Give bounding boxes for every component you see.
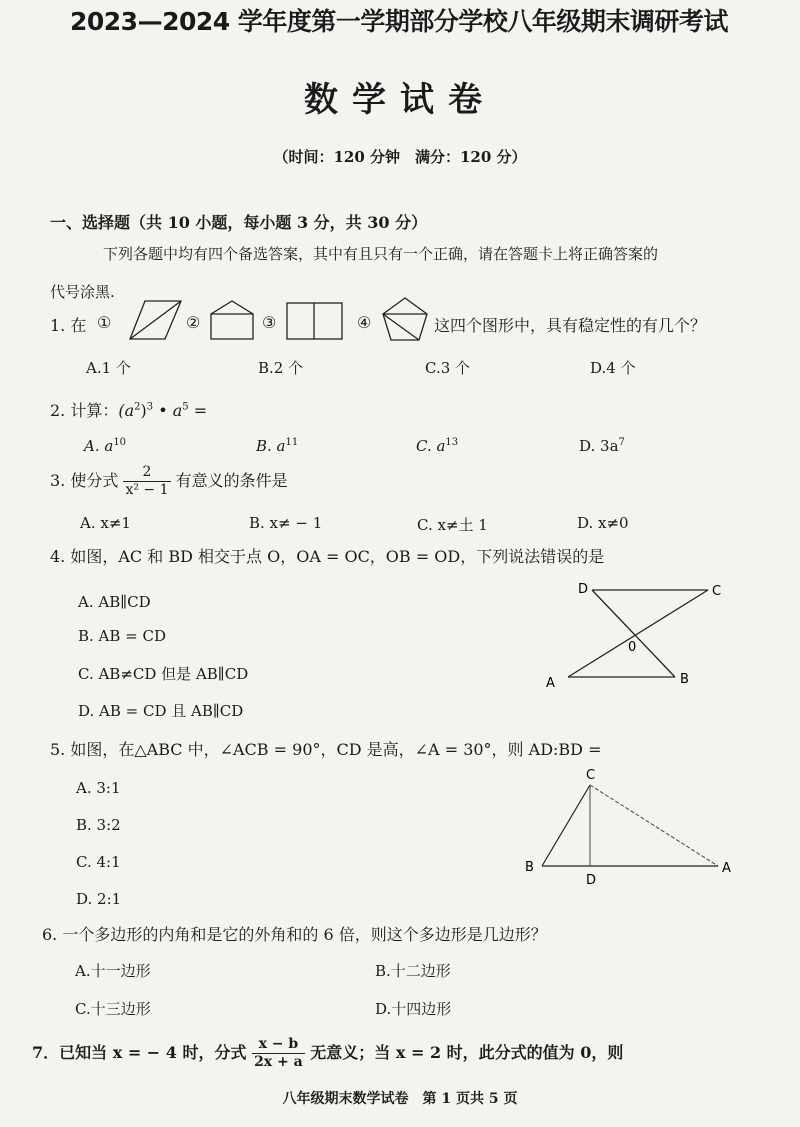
question-3-option-a: A. x≠1 [80, 514, 131, 532]
question-6-stem: 6. 一个多边形的内角和是它的外角和的 6 倍，则这个多边形是几边形？ [42, 925, 547, 944]
question-6-option-b: B.十二边形 [375, 962, 451, 980]
section-title: 一、选择题（共 10 小题，每小题 3 分，共 30 分） [50, 213, 428, 232]
question-5-option-d: D. 2:1 [76, 890, 122, 908]
question-3-tail: 有意义的条件是 [175, 471, 288, 490]
figure-2-house-pentagon [208, 298, 256, 342]
question-1 [50, 313, 86, 336]
question-2-option-c: C. $a^{13}$ [416, 437, 459, 455]
exam-info: （时间：120 分钟 满分：120 分） [273, 148, 527, 166]
page-footer: 八年级期末数学试卷 第 1 页共 5 页 [282, 1091, 518, 1107]
figure-marker-1: ① [97, 313, 112, 332]
figure-marker-3: ③ [262, 313, 277, 332]
section-instruction-line1: 下列各题中均有四个备选答案，其中有且只有一个正确，请在答题卡上将正确答案的 [103, 245, 659, 263]
label-d: D [586, 873, 597, 888]
question-1-option-d: D.4 个 [590, 359, 636, 377]
figure-4-pentagon [380, 295, 430, 343]
question-6-option-d: D.十四边形 [375, 1000, 452, 1018]
question-1-option-c: C.3 个 [425, 359, 471, 377]
label-b: B [680, 672, 689, 687]
question-3-option-b: B. x≠ − 1 [249, 514, 323, 532]
figure-marker-2: ② [186, 313, 201, 332]
question-2-stem: 2. 计算： [50, 401, 119, 420]
question-4-option-c: C. AB≠CD 但是 AB∥CD [78, 665, 249, 683]
question-4-option-d: D. AB = CD 且 AB∥CD [78, 702, 244, 720]
label-a: A [722, 861, 731, 876]
exam-header-title: 2023—2024 学年度第一学期部分学校八年级期末调研考试 [70, 7, 728, 36]
question-7 [32, 1036, 623, 1071]
question-5-option-a: A. 3:1 [76, 779, 121, 797]
label-o: 0 [628, 640, 637, 655]
label-d: D [578, 582, 589, 597]
question-3-fraction: $\frac{2}{\text{x² − 1}}$ [125, 464, 169, 498]
question-1-option-a: A.1 个 [86, 359, 131, 377]
question-4-option-b: B. AB = CD [78, 627, 167, 645]
question-2-option-a: A. $a^{10}$ [84, 437, 127, 455]
question-2: 2. 计算：$(a^2)^3$ • $a^5$ = [50, 401, 208, 420]
question-4-option-a: A. AB∥CD [78, 593, 151, 611]
question-5-option-b: B. 3:2 [76, 816, 121, 834]
figure-1-parallelogram [127, 298, 183, 342]
question-3 [50, 464, 288, 499]
question-3-stem: 3. 使分式 [50, 471, 119, 490]
label-a: A [546, 676, 555, 690]
question-3-option-d: D. x≠0 [577, 514, 629, 532]
question-2-option-b: B. $a^{11}$ [256, 437, 299, 455]
question-5-figure [520, 765, 740, 890]
question-5-stem: 5. 如图，在△ABC 中，∠ACB = 90°，CD 是高，∠A = 30°，则 AD:BD = [50, 740, 602, 759]
question-7-stem-b: 无意义；当 x = 2 时，此分式的值为 0，则 [310, 1043, 624, 1062]
question-5-option-c: C. 4:1 [76, 853, 121, 871]
label-c: C [586, 768, 596, 783]
question-2-option-d: D. $3a^7$ [579, 437, 625, 455]
question-1-option-b: B.2 个 [258, 359, 304, 377]
label-b: B [525, 860, 534, 875]
exam-subject-title: 数学试卷 [304, 80, 496, 120]
section-instruction-line2: 代号涂黑. [50, 283, 115, 301]
question-7-fraction: $\frac{x - b}{2x + a}$ [254, 1036, 303, 1070]
figure-marker-4: ④ [357, 313, 372, 332]
question-7-stem-a: 7．已知当 x = − 4 时，分式 [32, 1043, 247, 1062]
question-1-tail: 这四个图形中，具有稳定性的有几个？ [434, 316, 707, 335]
label-c: C [712, 584, 722, 599]
question-4-figure [540, 575, 730, 690]
figure-3-rectangle [285, 301, 345, 341]
question-6-option-c: C.十三边形 [75, 1000, 151, 1018]
question-4-stem: 4. 如图，AC 和 BD 相交于点 O，OA = OC，OB = OD，下列说法错误的是 [50, 547, 605, 566]
question-3-option-c: C. x≠土 1 [417, 516, 488, 534]
question-6-option-a: A.十一边形 [75, 962, 151, 980]
question-1-number: 1. 在 [50, 316, 87, 335]
